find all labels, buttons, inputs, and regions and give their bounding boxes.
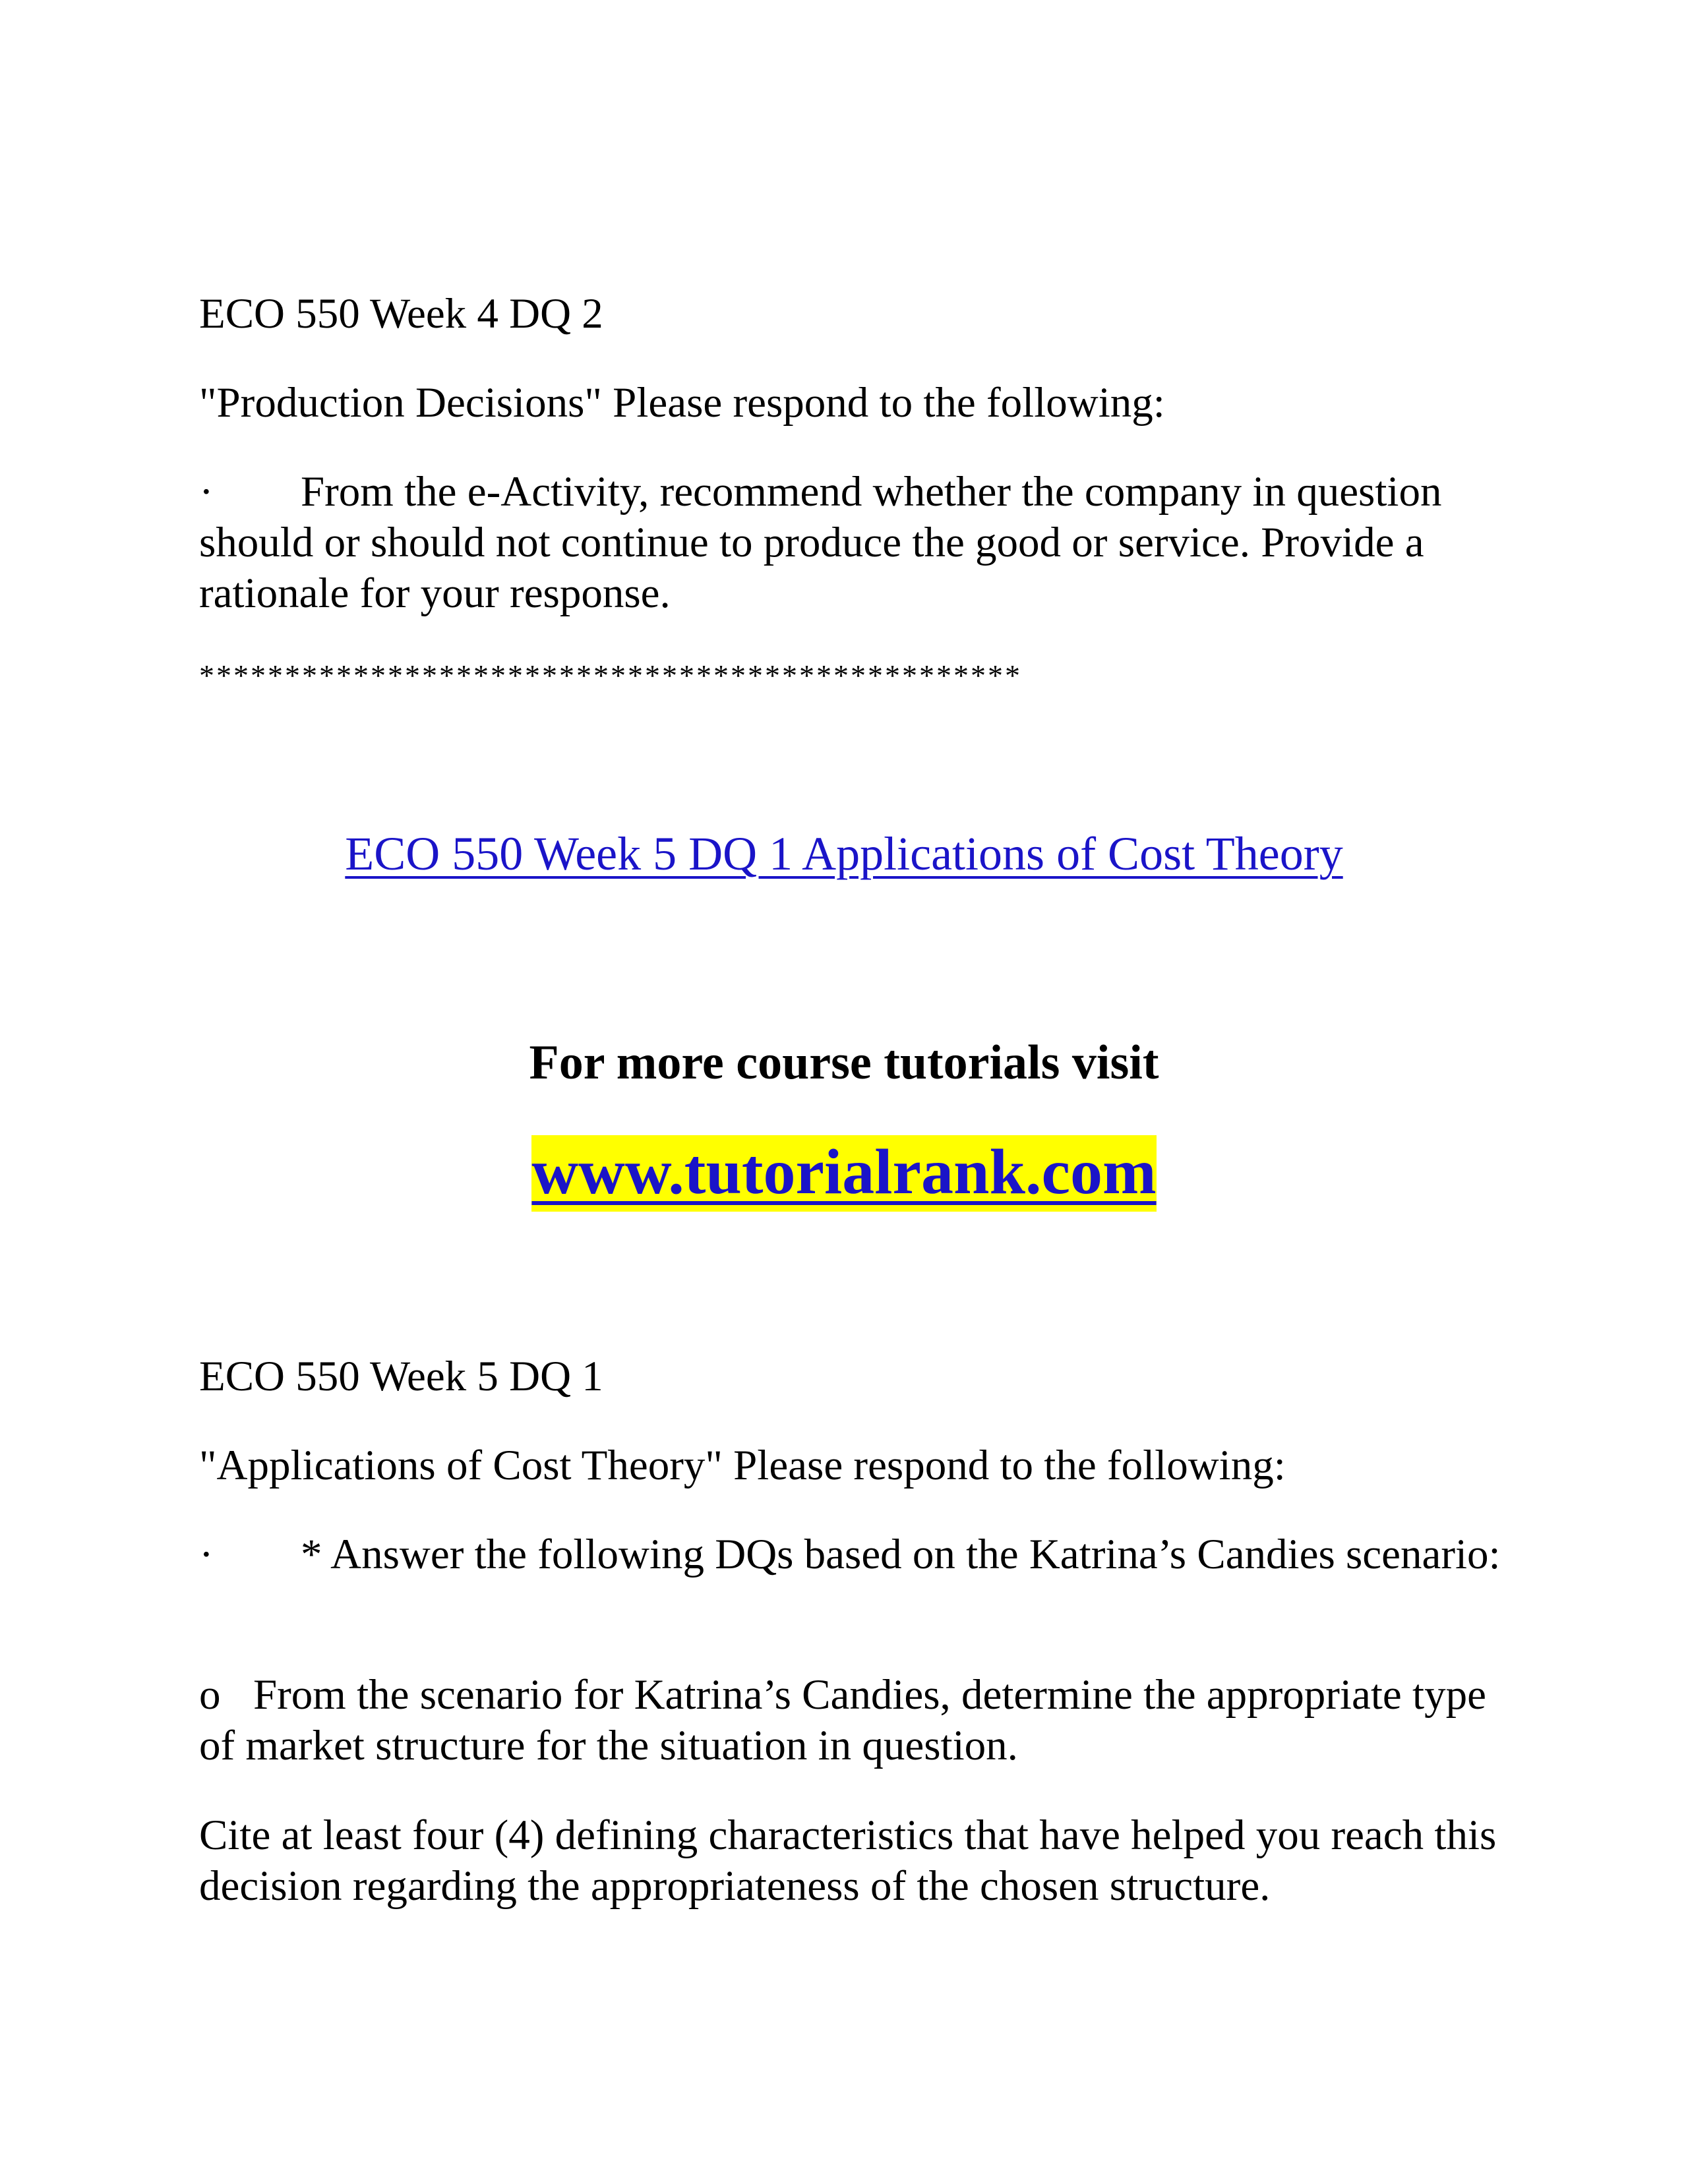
bullet-marker: · xyxy=(199,1531,214,1578)
section2-bullet-paragraph xyxy=(199,1529,1511,1580)
bullet-paragraph xyxy=(199,467,1511,619)
section2-sub-paragraph xyxy=(199,1670,1511,1771)
next-link-row xyxy=(0,827,1688,880)
separator: ************************************************ xyxy=(199,659,1022,692)
promo-visit-text: For more course tutorials visit xyxy=(529,1036,1159,1090)
section2-closing: Cite at least four (4) defining characteristics that have helped you reach this decision regarding the appropriateness of the chosen structure. xyxy=(199,1812,1497,1910)
section-prompt: "Production Decisions" Please respond to the following: xyxy=(199,379,1165,427)
promo-site-row xyxy=(0,1135,1688,1212)
bullet-text: From the e-Activity, recommend whether the company in question should or should not continue to produce the good or service. Provide a rationale for your response. xyxy=(199,468,1442,617)
sub-text: From the scenario for Katrina’s Candies, determine the appropriate type of market structure for the situation in question. xyxy=(199,1671,1486,1769)
bullet-marker: · xyxy=(199,468,214,516)
sub-marker: o xyxy=(199,1671,221,1719)
tutorialrank-link[interactable]: www.tutorialrank.com xyxy=(531,1135,1156,1212)
section2-prompt: "Applications of Cost Theory" Please respond to the following: xyxy=(199,1442,1286,1489)
bullet-text: * Answer the following DQs based on the Katrina’s Candies scenario: xyxy=(301,1531,1501,1578)
section2-heading: ECO 550 Week 5 DQ 1 xyxy=(199,1353,603,1400)
next-tutorial-link[interactable]: ECO 550 Week 5 DQ 1 Applications of Cost Theory xyxy=(345,827,1343,880)
section-heading: ECO 550 Week 4 DQ 2 xyxy=(199,290,603,338)
